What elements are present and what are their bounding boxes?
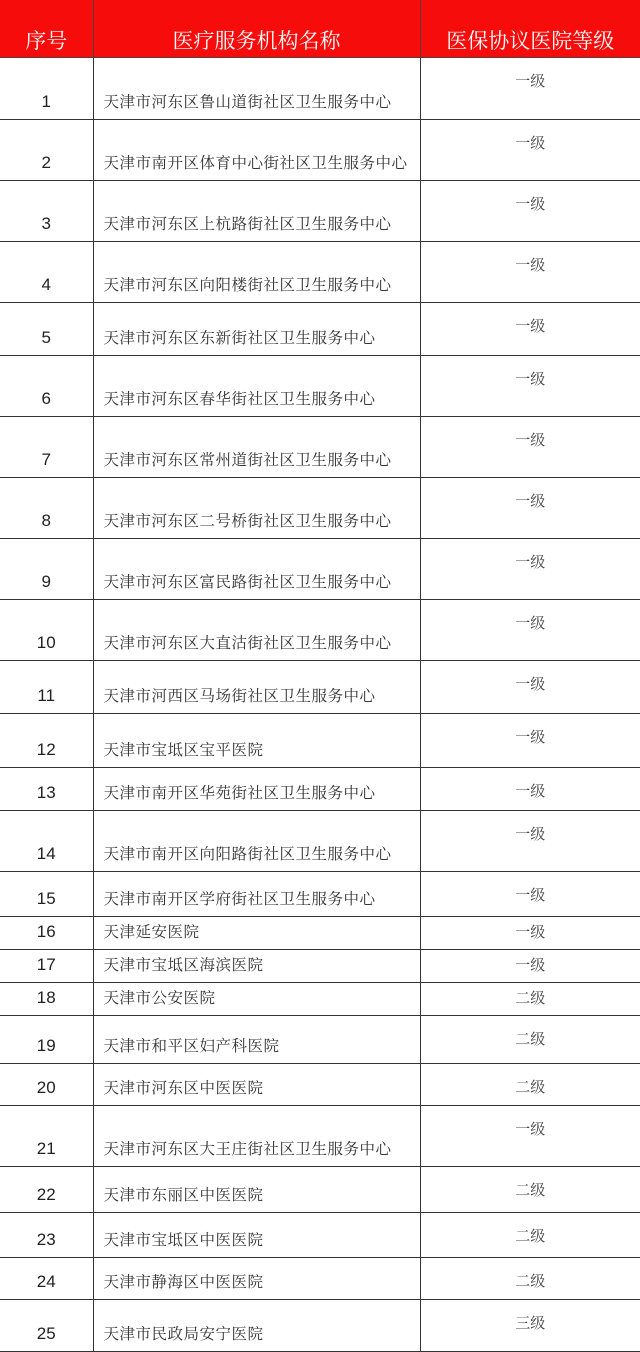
institution-name: 天津市南开区学府街社区卫生服务中心 [93,872,420,917]
institution-name: 天津市河东区常州道街社区卫生服务中心 [93,417,420,478]
insurance-level: 一级 [420,1106,640,1167]
row-index: 16 [0,917,93,950]
table-row [0,950,640,983]
insurance-level: 二级 [420,1167,640,1213]
institution-name: 天津市河东区鲁山道街社区卫生服务中心 [93,58,420,120]
insurance-level: 二级 [420,1064,640,1106]
row-index: 9 [0,539,93,600]
insurance-level: 一级 [420,417,640,478]
insurance-level: 一级 [420,303,640,356]
header-index: 序号 [0,0,93,58]
institution-name: 天津市河西区马场街社区卫生服务中心 [93,661,420,714]
row-index: 2 [0,120,93,181]
table-row [0,417,640,478]
institution-name: 天津市宝坻区宝平医院 [93,714,420,768]
insurance-level: 一级 [420,58,640,120]
insurance-level: 二级 [420,1258,640,1300]
insurance-level: 一级 [420,120,640,181]
institution-name: 天津市河东区春华街社区卫生服务中心 [93,356,420,417]
insurance-level: 一级 [420,917,640,950]
table-row [0,1213,640,1258]
row-index: 3 [0,181,93,242]
row-index: 5 [0,303,93,356]
institution-name: 天津市河东区大王庄街社区卫生服务中心 [93,1106,420,1167]
insurance-level: 一级 [420,950,640,983]
table-header-row [0,0,640,58]
row-index: 6 [0,356,93,417]
table-row [0,811,640,872]
institution-name: 天津市河东区上杭路街社区卫生服务中心 [93,181,420,242]
table-row [0,661,640,714]
institution-name: 天津市和平区妇产科医院 [93,1016,420,1064]
row-index: 20 [0,1064,93,1106]
table-row [0,1300,640,1352]
insurance-level: 三级 [420,1300,640,1352]
table-row [0,872,640,917]
table-body [0,58,640,1352]
row-index: 7 [0,417,93,478]
institution-name: 天津市河东区中医医院 [93,1064,420,1106]
table-row [0,181,640,242]
institution-name: 天津市静海区中医医院 [93,1258,420,1300]
table-row [0,768,640,811]
row-index: 13 [0,768,93,811]
row-index: 12 [0,714,93,768]
institution-name: 天津延安医院 [93,917,420,950]
table-row [0,303,640,356]
table-row [0,1167,640,1213]
insurance-level: 一级 [420,181,640,242]
table-row [0,917,640,950]
table-row [0,1016,640,1064]
row-index: 25 [0,1300,93,1352]
row-index: 19 [0,1016,93,1064]
insurance-level: 一级 [420,661,640,714]
row-index: 10 [0,600,93,661]
institution-name: 天津市公安医院 [93,983,420,1016]
row-index: 1 [0,58,93,120]
insurance-level: 一级 [420,768,640,811]
insurance-level: 一级 [420,600,640,661]
table-row [0,1064,640,1106]
insurance-level: 一级 [420,478,640,539]
insurance-level: 一级 [420,872,640,917]
institution-name: 天津市宝坻区中医医院 [93,1213,420,1258]
institution-name: 天津市河东区富民路街社区卫生服务中心 [93,539,420,600]
institution-name: 天津市河东区东新街社区卫生服务中心 [93,303,420,356]
table-row [0,356,640,417]
insurance-level: 一级 [420,811,640,872]
insurance-level: 一级 [420,242,640,303]
row-index: 4 [0,242,93,303]
insurance-level: 一级 [420,539,640,600]
table-row [0,120,640,181]
institution-name: 天津市民政局安宁医院 [93,1300,420,1352]
insurance-level: 二级 [420,1213,640,1258]
row-index: 18 [0,983,93,1016]
header-institution-name: 医疗服务机构名称 [93,0,420,58]
table-row [0,600,640,661]
institution-name: 天津市南开区向阳路街社区卫生服务中心 [93,811,420,872]
table-row [0,983,640,1016]
institution-name: 天津市东丽区中医医院 [93,1167,420,1213]
institution-name: 天津市河东区二号桥街社区卫生服务中心 [93,478,420,539]
table-row [0,714,640,768]
row-index: 21 [0,1106,93,1167]
row-index: 15 [0,872,93,917]
row-index: 24 [0,1258,93,1300]
institution-name: 天津市河东区大直沽街社区卫生服务中心 [93,600,420,661]
header-insurance-level: 医保协议医院等级 [420,0,640,58]
row-index: 8 [0,478,93,539]
insurance-level: 一级 [420,356,640,417]
institution-name: 天津市南开区华苑街社区卫生服务中心 [93,768,420,811]
insurance-level: 二级 [420,983,640,1016]
table-row [0,242,640,303]
row-index: 14 [0,811,93,872]
table-row [0,478,640,539]
table-row [0,1106,640,1167]
institution-name: 天津市河东区向阳楼街社区卫生服务中心 [93,242,420,303]
row-index: 11 [0,661,93,714]
row-index: 23 [0,1213,93,1258]
row-index: 17 [0,950,93,983]
institution-name: 天津市宝坻区海滨医院 [93,950,420,983]
row-index: 22 [0,1167,93,1213]
table-row [0,1258,640,1300]
institution-name: 天津市南开区体育中心街社区卫生服务中心 [93,120,420,181]
table-row [0,539,640,600]
insurance-level: 一级 [420,714,640,768]
table-row [0,58,640,120]
insurance-level: 二级 [420,1016,640,1064]
